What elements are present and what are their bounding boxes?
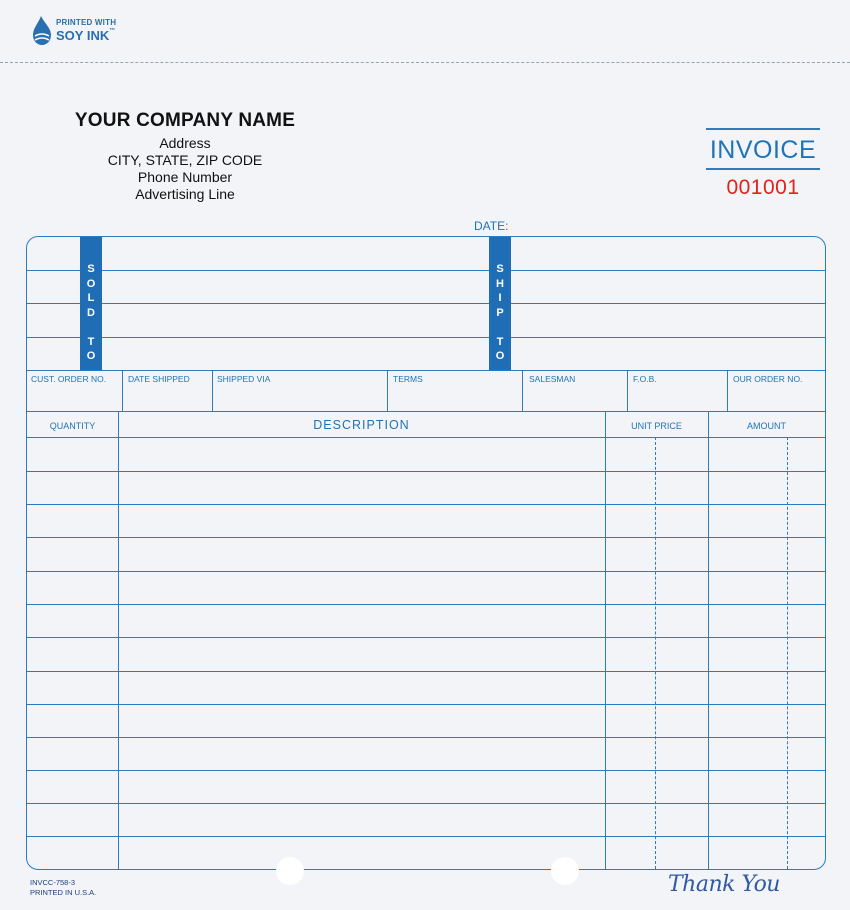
item-row-line	[27, 671, 825, 672]
item-row-line	[27, 737, 825, 738]
order-divider	[387, 370, 388, 411]
items-header-bottom	[27, 437, 825, 438]
order-divider	[727, 370, 728, 411]
company-block	[60, 110, 310, 203]
item-column-divider	[118, 411, 119, 869]
address-row-line	[27, 270, 825, 271]
fob-label: F.O.B.	[633, 374, 657, 384]
item-row-line	[27, 504, 825, 505]
company-advertising: Advertising Line	[135, 186, 235, 202]
soy-drop-icon	[30, 14, 56, 48]
item-row-line	[27, 803, 825, 804]
thank-you-text: Thank You	[668, 872, 780, 897]
sold-to-tab: S O L D T O	[80, 237, 102, 370]
item-row-line	[27, 537, 825, 538]
company-city: CITY, STATE, ZIP CODE	[107, 152, 263, 168]
date-shipped-label: DATE SHIPPED	[128, 374, 190, 384]
our-order-no-label: OUR ORDER NO.	[733, 374, 803, 384]
soy-ink-badge	[30, 14, 116, 48]
item-row-line	[27, 604, 825, 605]
amount-header: AMOUNT	[747, 421, 786, 431]
form-footer	[30, 878, 96, 898]
item-row-line	[27, 471, 825, 472]
salesman-label: SALESMAN	[529, 374, 576, 384]
address-row-line	[27, 303, 825, 304]
cents-divider	[655, 437, 656, 869]
invoice-title-box	[706, 128, 820, 170]
item-column-divider	[605, 411, 606, 869]
invoice-title: INVOICE	[709, 136, 817, 164]
invoice-number: 001001	[726, 176, 800, 199]
item-row-line	[27, 770, 825, 771]
punch-hole	[276, 857, 304, 885]
order-divider	[122, 370, 123, 411]
soy-badge-line1: PRINTED WITH	[56, 18, 117, 27]
item-column-divider	[708, 411, 709, 869]
company-name: YOUR COMPANY NAME	[74, 110, 296, 131]
address-row-line	[27, 337, 825, 338]
printed-in-usa: PRINTED IN U.S.A.	[30, 888, 97, 897]
company-address: Address	[159, 135, 211, 151]
quantity-header: QUANTITY	[49, 421, 96, 431]
ship-to-tab: S H I P T O	[489, 237, 511, 370]
company-phone: Phone Number	[137, 169, 233, 185]
terms-label: TERMS	[393, 374, 423, 384]
item-row-line	[27, 571, 825, 572]
item-row-line	[27, 637, 825, 638]
order-divider	[627, 370, 628, 411]
unit-price-header: UNIT PRICE	[631, 421, 682, 431]
soy-badge-line2: SOY INK™	[56, 28, 116, 43]
order-divider	[522, 370, 523, 411]
description-header: DESCRIPTION	[313, 418, 410, 432]
item-row-line	[27, 836, 825, 837]
item-row-line	[27, 704, 825, 705]
order-divider	[212, 370, 213, 411]
punch-hole	[551, 857, 579, 885]
shipped-via-label: SHIPPED VIA	[217, 374, 271, 384]
cents-divider	[787, 437, 788, 869]
cust-order-no-label: CUST. ORDER NO.	[31, 374, 107, 384]
form-code: INVCC-758-3	[30, 878, 76, 887]
date-label: DATE:	[474, 219, 509, 233]
address-section-bottom	[27, 370, 825, 371]
order-row-bottom	[27, 411, 825, 412]
invoice-form	[26, 236, 826, 870]
perforation-line	[0, 62, 850, 63]
